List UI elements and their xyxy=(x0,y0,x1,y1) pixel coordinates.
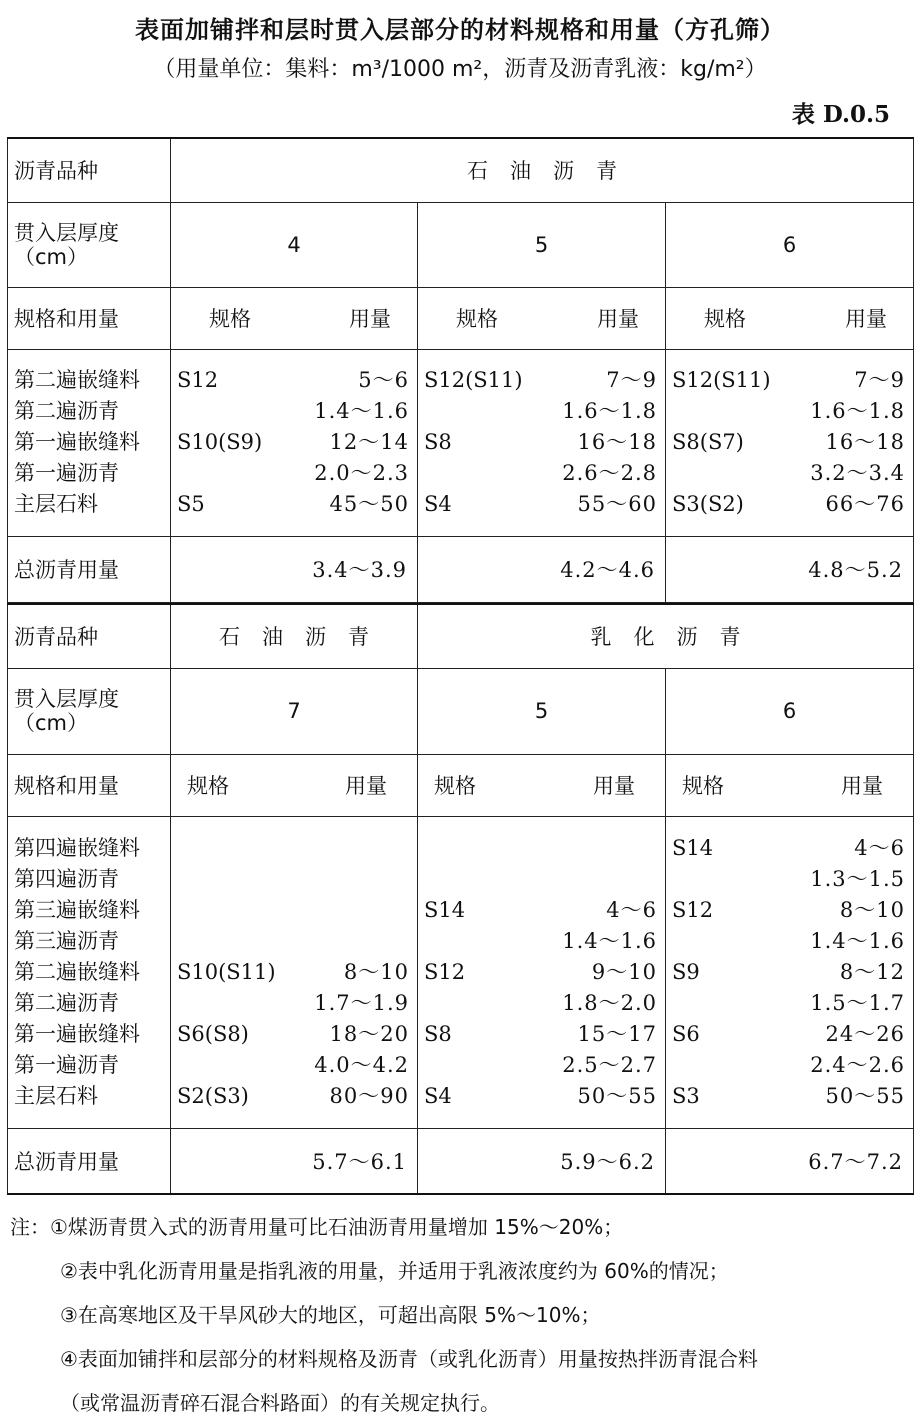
usage-value: 50～55 xyxy=(825,1083,905,1108)
layer-row xyxy=(666,1050,913,1081)
layer-row xyxy=(666,1019,913,1050)
usage-value: 4.0～4.2 xyxy=(314,1052,409,1077)
spec-value: S2(S3) xyxy=(177,1083,249,1108)
spec-value: S12(S11) xyxy=(672,368,771,392)
note-item: ③在高寒地区及干旱风砂大的地区，可超出高限 5%～10%； xyxy=(60,1303,601,1327)
spec-usage-label: 规格和用量 xyxy=(8,754,171,816)
layer-row xyxy=(418,458,665,489)
layer-row xyxy=(171,833,417,864)
usage-value: 50～55 xyxy=(577,1083,657,1108)
usage-value: 12～14 xyxy=(329,430,409,454)
spec-usage-label: 规格和用量 xyxy=(8,287,171,349)
usage-value: 1.5～1.7 xyxy=(810,990,905,1015)
layer-row-label: 第一遍沥青 xyxy=(14,461,119,485)
spec-value: S12 xyxy=(424,959,466,984)
layer-row xyxy=(666,833,913,864)
spec-value: S10(S11) xyxy=(177,959,276,984)
layer-row xyxy=(666,864,913,895)
asphalt-type-value: 石油沥青 xyxy=(171,604,418,668)
layer-row xyxy=(666,957,913,988)
layer-values xyxy=(418,349,666,536)
layer-row-label: 第四遍嵌缝料 xyxy=(14,835,140,860)
layer-row xyxy=(171,1050,417,1081)
layer-labels xyxy=(8,349,171,536)
notes-prefix: 注： xyxy=(10,1215,50,1239)
layer-row xyxy=(418,427,665,458)
usage-value: 80～90 xyxy=(329,1083,409,1108)
note-item: ②表中乳化沥青用量是指乳液的用量，并适用于乳液浓度约为 60%的情况； xyxy=(60,1259,729,1283)
usage-value: 45～50 xyxy=(329,492,409,516)
spec-value: S5 xyxy=(177,492,205,516)
usage-value: 24～26 xyxy=(825,1021,905,1046)
spec-usage-header: 规格 用量 xyxy=(171,287,418,349)
layer-row-label: 第四遍沥青 xyxy=(14,866,119,891)
usage-value: 66～76 xyxy=(825,492,905,516)
layer-row xyxy=(418,365,665,396)
layer-row xyxy=(171,1081,417,1112)
layer-row-label: 主层石料 xyxy=(14,492,98,516)
spec-value: S14 xyxy=(424,897,466,922)
layer-row xyxy=(171,458,417,489)
thickness-value: 4 xyxy=(171,202,418,287)
total-asphalt-label: 总沥青用量 xyxy=(8,1128,171,1194)
layer-row xyxy=(171,957,417,988)
spec-value: S8(S7) xyxy=(672,430,744,454)
layer-row xyxy=(666,427,913,458)
layer-row xyxy=(666,895,913,926)
usage-value: 2.4～2.6 xyxy=(810,1052,905,1077)
spec-usage-header: 规格 用量 xyxy=(418,754,666,816)
thickness-value: 6 xyxy=(666,668,914,754)
layer-row xyxy=(418,895,665,926)
layer-values xyxy=(666,349,914,536)
layer-row xyxy=(666,988,913,1019)
usage-value: 8～10 xyxy=(343,959,409,984)
layer-row xyxy=(418,1019,665,1050)
usage-value: 8～12 xyxy=(839,959,905,984)
layer-row-label: 第三遍沥青 xyxy=(14,928,119,953)
layer-row-label: 第二遍嵌缝料 xyxy=(14,368,140,392)
layer-row xyxy=(418,396,665,427)
spec-value: S12(S11) xyxy=(424,368,523,392)
usage-value: 3.2～3.4 xyxy=(810,461,905,485)
spec-value: S12 xyxy=(672,897,714,922)
thickness-value: 5 xyxy=(418,668,666,754)
layer-row-label: 主层石料 xyxy=(14,1083,98,1108)
thickness-value: 5 xyxy=(418,202,666,287)
layer-row-label: 第二遍嵌缝料 xyxy=(14,959,140,984)
usage-value: 2.0～2.3 xyxy=(314,461,409,485)
layer-row xyxy=(171,365,417,396)
spec-usage-header: 规格 用量 xyxy=(666,754,914,816)
layer-row-label: 第三遍嵌缝料 xyxy=(14,897,140,922)
layer-row xyxy=(171,489,417,520)
thickness-value: 6 xyxy=(666,202,914,287)
spec-value: S9 xyxy=(672,959,700,984)
thickness-label: 贯入层厚度 （cm） xyxy=(8,202,171,287)
layer-values xyxy=(171,816,418,1128)
usage-value: 16～18 xyxy=(825,430,905,454)
usage-value: 1.3～1.5 xyxy=(810,866,905,891)
usage-value: 1.7～1.9 xyxy=(314,990,409,1015)
layer-values xyxy=(418,816,666,1128)
usage-value: 1.6～1.8 xyxy=(562,399,657,423)
spec-value: S3 xyxy=(672,1083,700,1108)
layer-row xyxy=(418,1081,665,1112)
layer-row xyxy=(171,427,417,458)
layer-values xyxy=(171,349,418,536)
usage-value: 7～9 xyxy=(854,368,905,392)
material-table-1 xyxy=(7,137,914,603)
usage-value: 1.8～2.0 xyxy=(562,990,657,1015)
layer-row xyxy=(418,1050,665,1081)
note-item: 注：①煤沥青贯入式的沥青用量可比石油沥青用量增加 15%～20%； xyxy=(10,1215,624,1239)
layer-row-label: 第一遍嵌缝料 xyxy=(14,1021,140,1046)
spec-usage-header: 规格 用量 xyxy=(666,287,914,349)
spec-value: S8 xyxy=(424,1021,452,1046)
spec-value: S14 xyxy=(672,835,714,860)
layer-row xyxy=(666,458,913,489)
asphalt-type-label: 沥青品种 xyxy=(8,138,171,202)
total-asphalt-value: 5.7～6.1 xyxy=(171,1128,418,1194)
layer-row-label: 第二遍沥青 xyxy=(14,399,119,423)
usage-value: 4～6 xyxy=(606,897,657,922)
layer-row xyxy=(171,926,417,957)
usage-value: 2.6～2.8 xyxy=(562,461,657,485)
usage-value: 8～10 xyxy=(839,897,905,922)
usage-value: 15～17 xyxy=(577,1021,657,1046)
spec-value: S6 xyxy=(672,1021,700,1046)
total-asphalt-value: 4.2～4.6 xyxy=(418,536,666,602)
spec-value: S3(S2) xyxy=(672,492,744,516)
layer-row-label: 第一遍嵌缝料 xyxy=(14,430,140,454)
usage-value: 1.4～1.6 xyxy=(810,928,905,953)
layer-row-label: 第二遍沥青 xyxy=(14,990,119,1015)
layer-row xyxy=(171,895,417,926)
unit-subtitle: （用量单位：集料：m³/1000 m²，沥青及沥青乳液：kg/m²） xyxy=(153,57,767,82)
spec-value: S4 xyxy=(424,1083,452,1108)
layer-row xyxy=(666,365,913,396)
table-number: 表 D.0.5 xyxy=(791,101,890,128)
asphalt-type-label: 沥青品种 xyxy=(8,604,171,668)
asphalt-type-value: 石油沥青 xyxy=(171,138,914,202)
layer-row xyxy=(171,864,417,895)
layer-row xyxy=(418,864,665,895)
total-asphalt-value: 4.8～5.2 xyxy=(666,536,914,602)
spec-usage-header: 规格 用量 xyxy=(171,754,418,816)
total-asphalt-value: 6.7～7.2 xyxy=(666,1128,914,1194)
spec-value: S12 xyxy=(177,368,219,392)
layer-row xyxy=(666,396,913,427)
thickness-value: 7 xyxy=(171,668,418,754)
spec-value: S10(S9) xyxy=(177,430,263,454)
usage-value: 55～60 xyxy=(577,492,657,516)
spec-usage-header: 规格 用量 xyxy=(418,287,666,349)
usage-value: 5～6 xyxy=(358,368,409,392)
thickness-label: 贯入层厚度 （cm） xyxy=(8,668,171,754)
layer-row xyxy=(666,926,913,957)
total-asphalt-value: 3.4～3.9 xyxy=(171,536,418,602)
layer-row xyxy=(666,1081,913,1112)
spec-value: S6(S8) xyxy=(177,1021,249,1046)
asphalt-type-value: 乳化沥青 xyxy=(418,604,914,668)
usage-value: 4～6 xyxy=(854,835,905,860)
layer-row-label: 第一遍沥青 xyxy=(14,1052,119,1077)
usage-value: 16～18 xyxy=(577,430,657,454)
layer-row xyxy=(418,926,665,957)
usage-value: 1.6～1.8 xyxy=(810,399,905,423)
spec-value: S4 xyxy=(424,492,452,516)
usage-value: 18～20 xyxy=(329,1021,409,1046)
spec-value: S8 xyxy=(424,430,452,454)
document-title: 表面加铺拌和层时贯入层部分的材料规格和用量（方孔筛） xyxy=(135,16,785,44)
usage-value: 2.5～2.7 xyxy=(562,1052,657,1077)
total-asphalt-value: 5.9～6.2 xyxy=(418,1128,666,1194)
layer-row xyxy=(171,988,417,1019)
layer-row xyxy=(171,396,417,427)
usage-value: 9～10 xyxy=(591,959,657,984)
layer-row xyxy=(171,1019,417,1050)
layer-row xyxy=(418,988,665,1019)
notes-section xyxy=(10,1205,915,1425)
layer-row xyxy=(418,957,665,988)
material-table-2 xyxy=(7,603,914,1195)
layer-labels xyxy=(8,816,171,1128)
layer-row xyxy=(666,489,913,520)
layer-row xyxy=(418,489,665,520)
layer-values xyxy=(666,816,914,1128)
total-asphalt-label: 总沥青用量 xyxy=(8,536,171,602)
layer-row xyxy=(418,833,665,864)
note-item: （或常温沥青碎石混合料路面）的有关规定执行。 xyxy=(60,1391,500,1415)
note-item: ④表面加铺拌和层部分的材料规格及沥青（或乳化沥青）用量按热拌沥青混合料 xyxy=(60,1347,758,1371)
usage-value: 7～9 xyxy=(606,368,657,392)
usage-value: 1.4～1.6 xyxy=(314,399,409,423)
usage-value: 1.4～1.6 xyxy=(562,928,657,953)
